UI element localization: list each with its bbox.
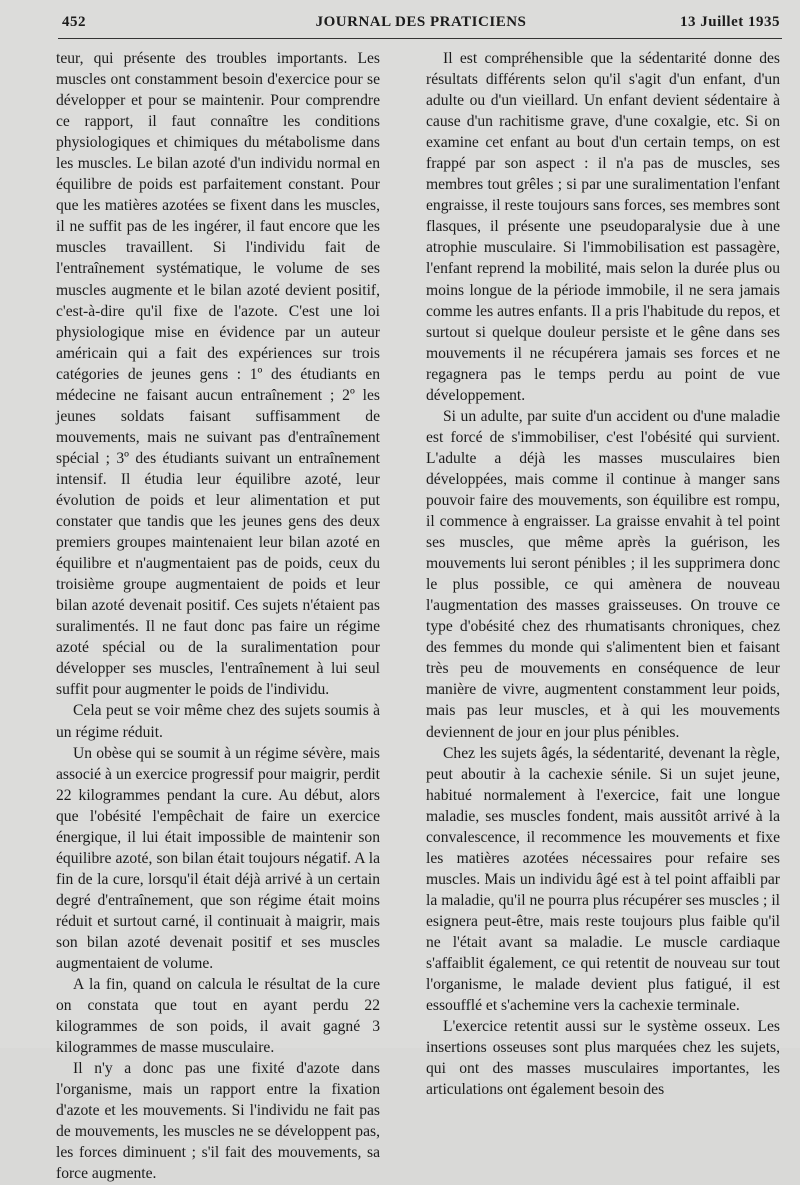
paragraph: Il n'y a donc pas une fixité d'azote dans l'organisme, mais un rapport entre la fixation d'azote et les mouvements. Si l'individu ne fait pas de mouvements, les muscles ne se développent pas, les forces diminuent ; s'il fait des mouvements, sa force augmente. [56, 1060, 380, 1183]
paragraph: A la fin, quand on calcula le résultat de la cure on constata que tout en ayant perdu 22 kilogrammes de son poids, il avait gagné 3 kilogrammes de masse musculaire. [56, 976, 380, 1057]
paragraph: Si un adulte, par suite d'un accident ou d'une maladie est forcé de s'immobiliser, c'est l'obésité qui survient. L'adulte a déjà les masses musculaires bien développées, mais comme il continue à manger sans pouvoir faire des mouvements, son équilibre est rompu, il commence à engraisser. La graisse envahit à tel point ses muscles, que même après la guérison, les mouvements lui seront pénibles ; il les supprimera donc le plus possible, ce qui amènera de nouveau l'augmentation des masses graisseuses. On trouve ce type d'obésité chez des rhumatisants chroniques, chez des femmes du monde qui s'alimentent bien et faisant très peu de mouvements en conséquence de leur manière de vivre, augmentent constamment leur poids, mais pas leur muscles, et à qui les mouvements deviennent de jour en jour plus pénibles. [426, 407, 780, 741]
issue-date: 13 Juillet 1935 [680, 14, 780, 30]
paragraph: Cela peut se voir même chez des sujets soumis à un régime réduit. [56, 702, 380, 741]
journal-title: JOURNAL DES PRATICIENS [315, 14, 527, 30]
paragraph: teur, qui présente des troubles importants. Les muscles ont constamment besoin d'exercice pour se développer et pour se maintenir. Pour comprendre ce rapport, il faut connaître les conditions physiologiques et chimiques du métabolisme dans les muscles. Le bilan azoté d'un individu normal en équilibre de poids est parfaitement constant. Pour que les matières azotées se fixent dans les muscles, il ne suffit pas de les ingérer, il faut encore que les muscles travaillent. Si l'individu fait de l'entraînement systématique, le volume de ses muscles augmente et le bilan azoté devient positif, c'est-à-dire qu'il fixe de l'azote. C'est une loi physiologique mise en évidence par un auteur américain qui a fait des expériences sur trois catégories de jeunes gens : 1º des étudiants en médecine ne faisant aucun entraînement ; 2º les jeunes soldats faisant suffisamment de mouvements, mais ne suivant pas d'entraînement spécial ; 3º des étudiants suivant un entraînement intensif. Il étudia leur équilibre azoté, leur évolution de poids et leur alimentation et put constater que tandis que les jeunes gens des deux premiers groupes maintenaient leur bilan azoté en équilibre et n'augmentaient pas de poids, ceux du troisième groupe augmentaient de poids et leur bilan azoté devenait positif. Ces sujets n'étaient pas suralimentés. Il ne faut donc pas faire un régime azoté spécial ou de la suralimentation pour développer ses muscles, l'entraînement à lui seul suffit pour augmenter le poids de l'individu. [56, 50, 380, 699]
paragraph: Un obèse qui se soumit à un régime sévère, mais associé à un exercice progressif pour maigrir, perdit 22 kilogrammes pendant la cure. Au début, alors que l'obésité l'empêchait de faire un exercice énergique, il lui était impossible de maintenir son équilibre azoté, son bilan était toujours négatif. A la fin de la cure, lorsqu'il était déjà arrivé à un certain degré d'entraînement, que son régime était moins réduit et surtout carné, il continuait à maigrir, mais son bilan azoté devenait positif et ses muscles augmentaient de volume. [56, 744, 380, 973]
page-number: 452 [62, 14, 86, 30]
left-column [56, 48, 380, 1185]
paragraph: L'exercice retentit aussi sur le système osseux. Les insertions osseuses sont plus marquées chez les sujets, qui ont des masses musculaires importantes, les articulations ont également besoin des [426, 1018, 780, 1099]
paragraph: Il est compréhensible que la sédentarité donne des résultats différents selon qu'il s'agit d'un enfant, d'un adulte ou d'un vieillard. Un enfant devient sédentaire à cause d'un rachitisme grave, d'une coxalgie, etc. Si on examine cet enfant au bout d'un certain temps, on est frappé par son aspect : il n'a pas de muscles, ses membres tout grêles ; si par une suralimentation l'enfant engraisse, il reste toujours sans forces, ses membres sont flasques, il présente une pseudoparalysie due à une atrophie musculaire. Si l'immobilisation est passagère, l'enfant reprend la mobilité, mais selon la durée plus ou moins longue de la période immobile, il ne sera jamais comme les autres enfants. Il a pris l'habitude du repos, et surtout si quelque douleur persiste et le gêne dans ses mouvements il ne récupérera jamais ses forces et ne regagnera pas le temps perdu au point de vue développement. [426, 50, 780, 404]
right-column [426, 48, 780, 1100]
header-rule [58, 38, 782, 39]
paragraph: Chez les sujets âgés, la sédentarité, devenant la règle, peut aboutir à la cachexie sénile. Si un sujet jeune, habitué normalement à l'exercice, fait une longue maladie, ses muscles fondent, mais aussitôt arrivé à la convalescence, il recommence les mouvements et fixe les matières azotées nécessaires pour refaire ses muscles. Mais un individu âgé est à tel point affaibli par la maladie, qu'il ne pourra plus récupérer ses muscles ; il esignera peut-être, mais reste toujours plus faible qu'il ne l'était avant sa maladie. Le muscle cardiaque s'affaiblit également, ce qui retentit de nouveau sur tout l'organisme, le malade devient plus fatigué, il est essoufflé et s'achemine vers la cachexie terminale. [426, 744, 780, 1015]
running-header [62, 14, 780, 36]
